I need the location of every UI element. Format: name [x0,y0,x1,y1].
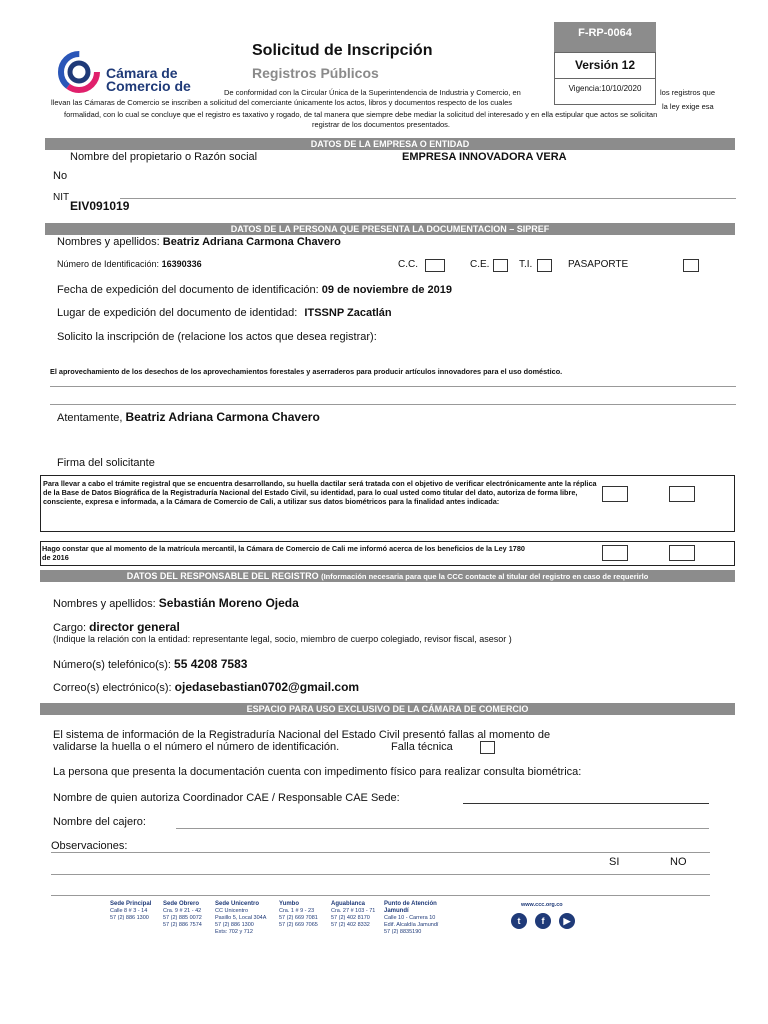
intro-line-4: registrar de los documentos presentados. [312,120,450,129]
form-code-block [554,22,656,110]
ti-label: T.I. [519,259,533,270]
consent-si-checkbox[interactable] [602,486,628,502]
footer-sede-1-line-1: 57 (2) 885 0072 [163,915,202,921]
fecha-row [57,284,452,296]
footer-sede-0-line-1: 57 (2) 886 1300 [110,915,149,921]
version-label: Versión 12 [554,52,656,79]
resp-name-label: Nombres y apellidos: [53,598,156,610]
owner-label: Nombre del propietario o Razón social [70,151,258,163]
footer-sede-4-line-2: 57 (2) 402 8332 [331,922,370,928]
resp-name-row [53,596,299,610]
ley-si-checkbox[interactable] [602,545,628,561]
tel-label: Número(s) telefónico(s): [53,659,171,671]
intro-line-3: formalidad, con lo cual se concluye que el registro es taxativo y rogado, de tal manera que siempre debe mediar la solicitud del interesado y en ella estipular que actos se solicitan [64,110,658,119]
tel-row [53,657,247,671]
page-subtitle: Registros Públicos [252,65,379,81]
footer-sede-1-line-2: 57 (2) 886 7574 [163,922,202,928]
consent-text: Para llevar a cabo el trámite registral que se encuentra desarrollando, su huella dactilar será tratada con el objetivo de verificar electrónicamente ante la réplica de la Base de Datos Biográfica de la Registraduría Nacional del Estado Civil, su identidad, para lo cual usted como titular del dato, autoriza de forma libre, consciente, expresa e informada, a la Cámara de Comercio de Cali, a utilizar sus datos biométricos para la finalidad antes indicada: [43,479,597,506]
consent-no-checkbox[interactable] [669,486,695,502]
ley-box [40,541,735,566]
ce-checkbox[interactable] [493,259,508,272]
fecha-label: Fecha de expedición del documento de identificación: [57,284,319,296]
intro-line-2: llevan las Cámaras de Comercio se inscriben a solicitud del comerciante únicamente los actos, libros y documentos respecto de los cuales [51,98,513,107]
youtube-icon[interactable]: ▶ [559,913,575,929]
footer-sede-4 [331,901,383,929]
email-value: ojedasebastian0702@gmail.com [174,680,360,694]
footer-sede-4-name: Aguablanca [331,901,366,907]
obs-line-3[interactable] [51,895,710,896]
footer-sede-5-line-2: 57 (2) 8835190 [384,929,422,935]
actos-value: El aprovechamiento de los desechos de los aprovechamientos forestales y aserraderos para producir artículos innovadores para el uso doméstico. [50,367,563,376]
footer-sede-3-line-1: 57 (2) 669 7081 [279,915,318,921]
responsable-bar-note: (Información necesaria para que la CCC contacte al titular del registro en caso de requerirlo [321,572,649,581]
footer-website[interactable]: www.ccc.org.co [521,902,563,908]
tel-value: 55 4208 7583 [174,657,248,671]
atentamente-label: Atentamente, [57,412,123,424]
section-persona-bar: DATOS DE LA PERSONA QUE PRESENTA LA DOCUMENTACION – SIPREF [45,223,735,235]
falla-label: Falla técnica [391,741,453,753]
footer-sede-5-name: Punto de Atención Jamundí [384,901,437,914]
solicito-label: Solicito la inscripción de (relacione los actos que desea registrar): [57,331,377,343]
cc-label: C.C. [398,259,418,270]
nit-underline [120,198,736,199]
obs-line-1[interactable] [51,852,710,853]
ce-label: C.E. [470,259,490,270]
footer-sede-1-line-0: Cra. 9 # 21 - 42 [163,908,202,914]
atentamente-value: Beatriz Adriana Carmona Chavero [125,410,320,424]
footer-sede-0-name: Sede Principal [110,901,152,907]
footer-sede-1-name: Sede Obrero [163,901,200,907]
intro-line-1-end: los registros que [660,88,716,97]
footer-sede-2-line-1: Pasillo 5, Local 304A [215,915,267,921]
sistema-line-2: validarse la huella o el número el número de identificación. [53,741,340,753]
footer-sede-5-line-0: Calle 10 - Carrera 10 [384,915,436,921]
email-row [53,680,359,694]
id-row [57,259,202,269]
fecha-value: 09 de noviembre de 2019 [321,284,453,296]
footer-sede-4-line-0: Cra. 27 # 103 - 71 [331,908,376,914]
actos-line-1 [50,386,736,387]
atentamente-row [57,410,320,424]
consent-box [40,475,735,532]
footer-sede-3 [279,901,329,929]
twitter-icon[interactable]: t [511,913,527,929]
cargo-row [53,620,180,634]
section-empresa-bar: DATOS DE LA EMPRESA O ENTIDAD [45,138,735,150]
footer-sede-0-line-0: Calle 8 # 3 - 14 [110,908,148,914]
no-label-bottom: NO [670,856,687,868]
ley-no-checkbox[interactable] [669,545,695,561]
footer-sede-3-line-0: Cra. 1 # 9 - 23 [279,908,315,914]
cargo-value: director general [89,620,180,634]
cc-checkbox[interactable] [425,259,445,272]
nit-value: EIV091019 [70,199,130,213]
footer-sede-4-line-1: 57 (2) 402 8170 [331,915,370,921]
email-label: Correo(s) electrónico(s): [53,682,172,694]
footer-sede-3-line-2: 57 (2) 669 7065 [279,922,318,928]
camara-logo-icon [58,50,100,94]
page-title: Solicitud de Inscripción [252,42,433,59]
footer-sede-3-name: Yumbo [279,901,300,907]
footer-sede-2-name: Sede Unicentro [215,901,260,907]
id-label: Número de Identificación: [57,259,160,269]
actos-line-2 [50,404,736,405]
sistema-line-1: El sistema de información de la Registraduría Nacional del Estado Civil presentó fallas al momento de [53,729,551,741]
section-responsable-bar [40,570,735,582]
footer-sede-1 [163,901,213,929]
firma-label: Firma del solicitante [57,457,155,469]
obs-label: Observaciones: [51,840,128,852]
facebook-icon[interactable]: f [535,913,551,929]
footer-sede-5-line-1: Edif. Alcaldía Jamundí [384,922,439,928]
cargo-hint: (Indique la relación con la entidad: representante legal, socio, miembro de cuerpo colegiado, revisor fiscal, asesor ) [53,634,512,644]
section-camara-bar: ESPACIO PARA USO EXCLUSIVO DE LA CÁMARA DE COMERCIO [40,703,735,715]
owner-value: EMPRESA INNOVADORA VERA [402,151,567,163]
intro-line-1: De conformidad con la Circular Única de la Superintendencia de Industria y Comercio, en [224,88,521,97]
lugar-row [57,307,392,319]
pasaporte-checkbox[interactable] [683,259,699,272]
persona-name-value: Beatriz Adriana Carmona Chavero [162,236,341,248]
nit-label: NIT [53,192,70,203]
autoriza-label: Nombre de quien autoriza Coordinador CAE / Responsable CAE Sede: [53,792,400,804]
no-label: No [53,170,68,182]
footer-sede-5 [384,901,442,936]
falla-checkbox[interactable] [480,741,495,754]
logo [58,50,198,96]
logo-text-line2: Comercio de [106,78,191,94]
persona-name-label: Nombres y apellidos: [57,236,160,248]
cargo-label: Cargo: [53,622,87,634]
autoriza-line[interactable] [463,803,709,804]
footer-sede-2-line-0: CC Unicentro [215,908,249,914]
intro-line-2-end: la ley exige esa [662,102,714,111]
logo-text-line1: Cámara de [106,65,178,81]
cajero-label: Nombre del cajero: [53,816,146,828]
persona-name-row [57,236,341,248]
footer-sede-2-line-3: Exts: 702 y 712 [215,929,253,935]
resp-name-value: Sebastián Moreno Ojeda [158,596,299,610]
pasaporte-label: PASAPORTE [568,259,629,270]
id-value: 16390336 [161,259,202,269]
ley-text: Hago constar que al momento de la matrícula mercantil, la Cámara de Comercio de Cali me informó acerca de los beneficios de la Ley 1780 de 2016 [42,544,525,562]
footer-sede-2-line-2: 57 (2) 886 1300 [215,922,254,928]
si-label: SI [609,856,620,868]
cajero-line[interactable] [176,828,709,829]
footer-sede-0 [110,901,162,922]
footer-sede-2 [215,901,277,936]
vigencia-label: Vigencia:10/10/2020 [554,79,656,105]
obs-line-2[interactable] [51,874,710,875]
responsable-bar-title: DATOS DEL RESPONSABLE DEL REGISTRO [126,571,319,581]
impedimento-label: La persona que presenta la documentación cuenta con impedimento físico para realizar consulta biométrica: [53,766,582,778]
ti-checkbox[interactable] [537,259,552,272]
form-code: F-RP-0064 [554,22,656,52]
lugar-value: ITSSNP Zacatlán [304,307,392,319]
lugar-label: Lugar de expedición del documento de identidad: [57,307,298,319]
